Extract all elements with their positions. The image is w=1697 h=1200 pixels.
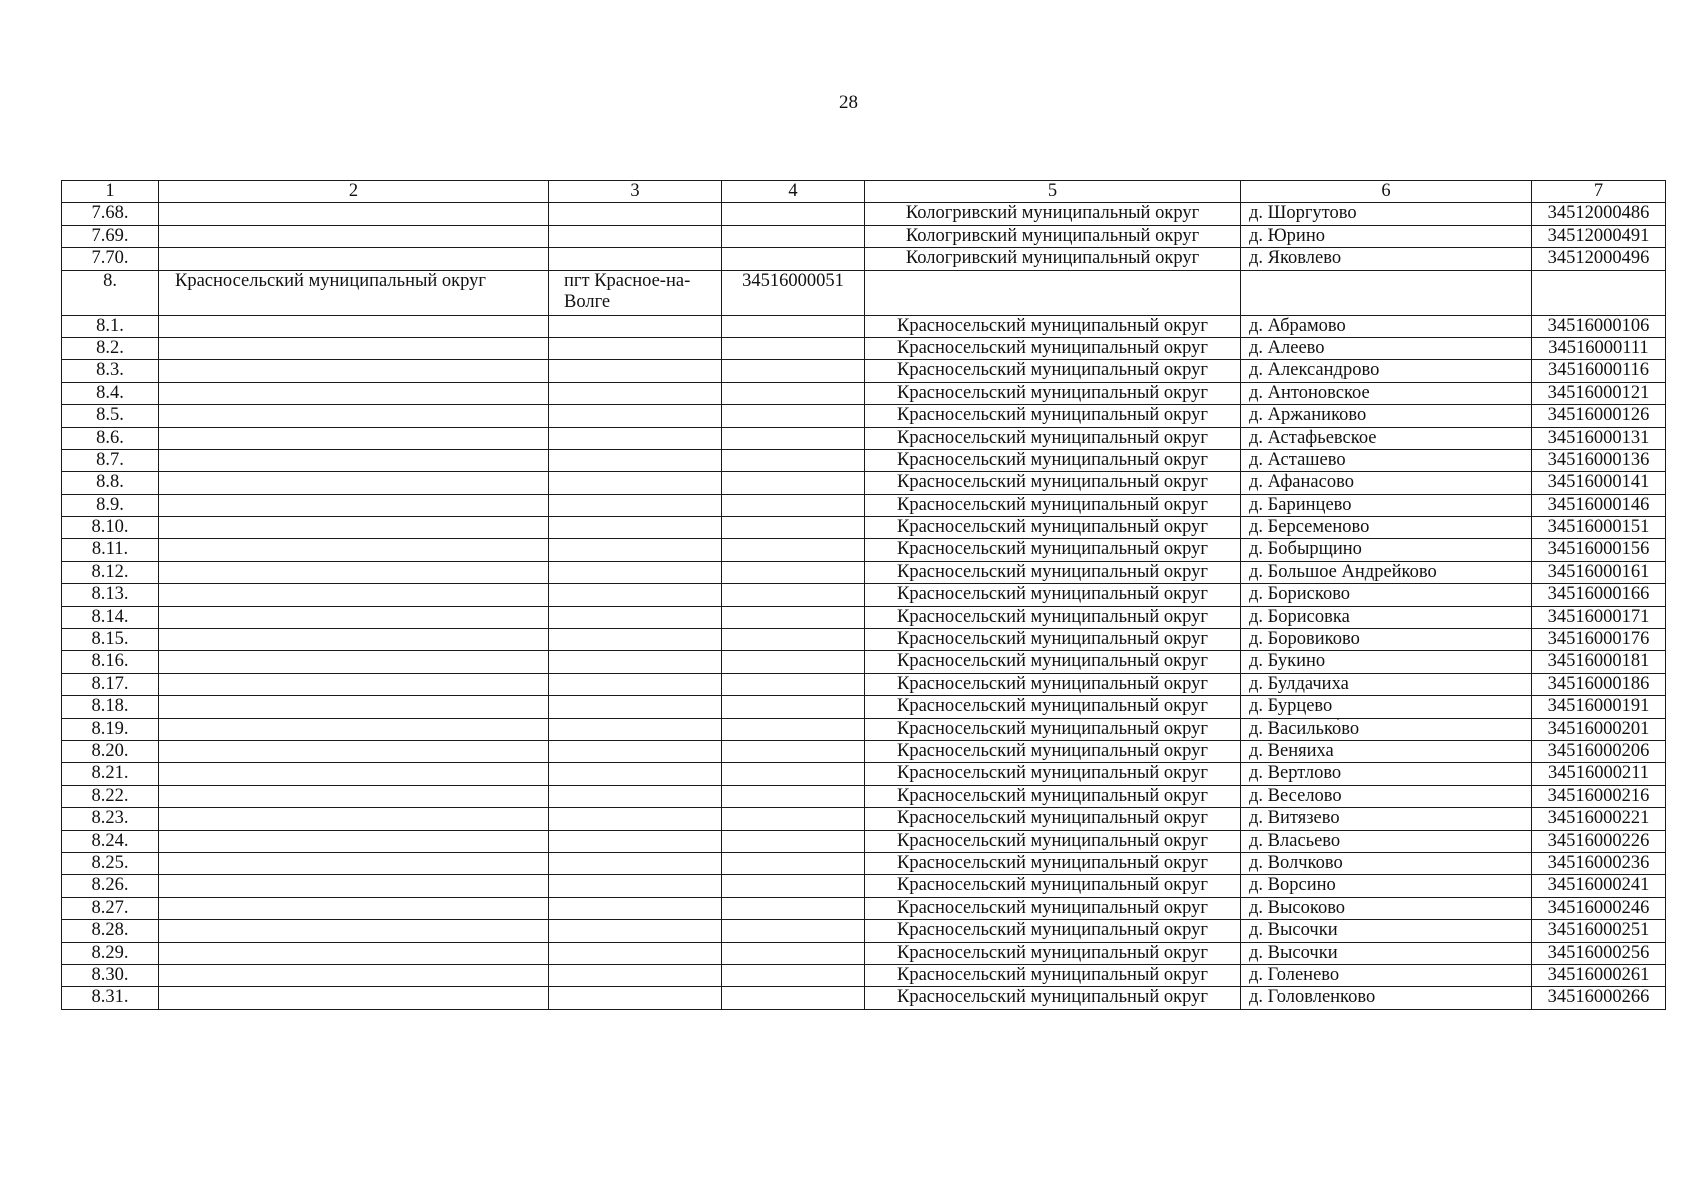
cell-center-code (722, 763, 865, 785)
cell-district: Красносельский муниципальный округ (865, 382, 1241, 404)
cell-center-code (722, 225, 865, 247)
cell-center-code (722, 248, 865, 270)
cell-district: Красносельский муниципальный округ (865, 584, 1241, 606)
cell-row-number: 8. (62, 270, 159, 315)
cell-row-number: 8.16. (62, 651, 159, 673)
cell-district: Красносельский муниципальный округ (865, 718, 1241, 740)
cell-settlement: д. Борисково (1241, 584, 1532, 606)
cell-row-number: 8.26. (62, 875, 159, 897)
cell-row-number: 8.12. (62, 561, 159, 583)
cell-center (549, 561, 722, 583)
cell-row-number: 8.1. (62, 315, 159, 337)
cell-center-code (722, 718, 865, 740)
cell-center-code (722, 561, 865, 583)
cell-district: Красносельский муниципальный округ (865, 606, 1241, 628)
cell-district: Красносельский муниципальный округ (865, 561, 1241, 583)
cell-settlement-code: 34516000126 (1532, 405, 1666, 427)
cell-district: Красносельский муниципальный округ (865, 673, 1241, 695)
cell-center (549, 852, 722, 874)
cell-district: Кологривский муниципальный округ (865, 225, 1241, 247)
cell-settlement: д. Яковлево (1241, 248, 1532, 270)
cell-district: Красносельский муниципальный округ (865, 964, 1241, 986)
cell-district: Красносельский муниципальный округ (865, 785, 1241, 807)
cell-settlement (1241, 270, 1532, 315)
cell-municipality (159, 808, 549, 830)
cell-settlement: д. Алеево (1241, 337, 1532, 359)
cell-district: Красносельский муниципальный округ (865, 651, 1241, 673)
cell-district: Красносельский муниципальный округ (865, 337, 1241, 359)
table-row (62, 405, 1666, 427)
cell-center-code (722, 920, 865, 942)
cell-row-number: 8.4. (62, 382, 159, 404)
cell-settlement: д. Борисовка (1241, 606, 1532, 628)
cell-district: Красносельский муниципальный округ (865, 740, 1241, 762)
cell-center (549, 696, 722, 718)
cell-center (549, 606, 722, 628)
cell-center-code (722, 696, 865, 718)
cell-settlement-code: 34516000211 (1532, 763, 1666, 785)
cell-municipality (159, 920, 549, 942)
cell-settlement: д. Юрино (1241, 225, 1532, 247)
column-header-4: 4 (722, 181, 865, 203)
cell-center-code (722, 427, 865, 449)
cell-settlement: д. Веселово (1241, 785, 1532, 807)
cell-municipality (159, 248, 549, 270)
cell-settlement-code: 34516000181 (1532, 651, 1666, 673)
cell-settlement: д. Голенево (1241, 964, 1532, 986)
cell-center-code (722, 740, 865, 762)
cell-district: Красносельский муниципальный округ (865, 539, 1241, 561)
cell-center (549, 203, 722, 225)
table-row (62, 651, 1666, 673)
cell-district: Красносельский муниципальный округ (865, 696, 1241, 718)
cell-district: Красносельский муниципальный округ (865, 942, 1241, 964)
table-row (62, 673, 1666, 695)
cell-settlement: д. Бурцево (1241, 696, 1532, 718)
cell-municipality (159, 203, 549, 225)
cell-settlement-code: 34516000161 (1532, 561, 1666, 583)
cell-settlement: д. Власьево (1241, 830, 1532, 852)
cell-settlement-code: 34516000191 (1532, 696, 1666, 718)
table-row (62, 763, 1666, 785)
cell-settlement-code: 34516000186 (1532, 673, 1666, 695)
cell-settlement: д. Астафьевское (1241, 427, 1532, 449)
cell-settlement-code: 34516000201 (1532, 718, 1666, 740)
cell-row-number: 7.69. (62, 225, 159, 247)
cell-municipality (159, 225, 549, 247)
cell-row-number: 7.68. (62, 203, 159, 225)
cell-center (549, 248, 722, 270)
cell-center (549, 920, 722, 942)
cell-municipality (159, 785, 549, 807)
cell-center (549, 225, 722, 247)
table-row (62, 449, 1666, 471)
cell-center (549, 584, 722, 606)
cell-settlement-code: 34516000226 (1532, 830, 1666, 852)
cell-center-code (722, 449, 865, 471)
table-row (62, 225, 1666, 247)
cell-center (549, 405, 722, 427)
cell-center (549, 337, 722, 359)
cell-center (549, 472, 722, 494)
cell-row-number: 7.70. (62, 248, 159, 270)
table-row (62, 875, 1666, 897)
table-row (62, 382, 1666, 404)
cell-settlement-code: 34516000246 (1532, 897, 1666, 919)
cell-row-number: 8.23. (62, 808, 159, 830)
cell-settlement: д. Витязево (1241, 808, 1532, 830)
cell-settlement: д. Ворсино (1241, 875, 1532, 897)
cell-center-code (722, 337, 865, 359)
cell-center-code (722, 606, 865, 628)
cell-center-code (722, 942, 865, 964)
cell-settlement: д. Букино (1241, 651, 1532, 673)
cell-center (549, 427, 722, 449)
cell-center-code (722, 517, 865, 539)
table-row (62, 852, 1666, 874)
cell-settlement: д. Антоновское (1241, 382, 1532, 404)
cell-row-number: 8.19. (62, 718, 159, 740)
cell-center (549, 964, 722, 986)
cell-settlement-code: 34516000146 (1532, 494, 1666, 516)
cell-municipality (159, 987, 549, 1009)
cell-settlement: д. Аржаниково (1241, 405, 1532, 427)
cell-center (549, 360, 722, 382)
cell-center (549, 942, 722, 964)
cell-center-code (722, 472, 865, 494)
cell-center-code (722, 315, 865, 337)
cell-municipality (159, 875, 549, 897)
table-row (62, 808, 1666, 830)
table-row (62, 494, 1666, 516)
cell-district: Красносельский муниципальный округ (865, 449, 1241, 471)
cell-district: Красносельский муниципальный округ (865, 629, 1241, 651)
cell-settlement-code: 34516000176 (1532, 629, 1666, 651)
table-row (62, 830, 1666, 852)
cell-district: Красносельский муниципальный округ (865, 517, 1241, 539)
settlements-table (61, 180, 1666, 1010)
cell-settlement-code: 34516000256 (1532, 942, 1666, 964)
cell-center-code (722, 830, 865, 852)
cell-settlement: д. Волчково (1241, 852, 1532, 874)
column-header-5: 5 (865, 181, 1241, 203)
cell-settlement: д. Шоргутово (1241, 203, 1532, 225)
table-row (62, 517, 1666, 539)
table-row (62, 897, 1666, 919)
cell-row-number: 8.30. (62, 964, 159, 986)
cell-center (549, 449, 722, 471)
cell-center-code (722, 897, 865, 919)
cell-center-code (722, 808, 865, 830)
cell-settlement-code: 34512000491 (1532, 225, 1666, 247)
table-row (62, 920, 1666, 942)
cell-municipality (159, 964, 549, 986)
cell-row-number: 8.31. (62, 987, 159, 1009)
cell-municipality (159, 606, 549, 628)
cell-center (549, 673, 722, 695)
cell-settlement: д. Боровиково (1241, 629, 1532, 651)
table-row (62, 696, 1666, 718)
cell-municipality (159, 651, 549, 673)
cell-row-number: 8.14. (62, 606, 159, 628)
cell-municipality (159, 740, 549, 762)
cell-row-number: 8.20. (62, 740, 159, 762)
cell-row-number: 8.13. (62, 584, 159, 606)
cell-settlement-code: 34516000241 (1532, 875, 1666, 897)
cell-row-number: 8.18. (62, 696, 159, 718)
cell-district: Красносельский муниципальный округ (865, 494, 1241, 516)
cell-center-code (722, 987, 865, 1009)
cell-row-number: 8.3. (62, 360, 159, 382)
table-row (62, 337, 1666, 359)
cell-district: Красносельский муниципальный округ (865, 897, 1241, 919)
cell-municipality (159, 763, 549, 785)
cell-settlement-code: 34516000106 (1532, 315, 1666, 337)
cell-municipality (159, 584, 549, 606)
cell-municipality (159, 382, 549, 404)
cell-center (549, 763, 722, 785)
cell-settlement-code (1532, 270, 1666, 315)
page-number: 28 (839, 92, 858, 113)
cell-municipality: Красносельский муниципальный округ (159, 270, 549, 315)
cell-center (549, 718, 722, 740)
cell-settlement-code: 34516000266 (1532, 987, 1666, 1009)
cell-row-number: 8.24. (62, 830, 159, 852)
cell-settlement: д. Высочки (1241, 942, 1532, 964)
cell-center-code (722, 651, 865, 673)
cell-district: Кологривский муниципальный округ (865, 248, 1241, 270)
cell-municipality (159, 427, 549, 449)
cell-municipality (159, 629, 549, 651)
cell-municipality (159, 405, 549, 427)
cell-municipality (159, 449, 549, 471)
cell-settlement-code: 34516000156 (1532, 539, 1666, 561)
table-row (62, 987, 1666, 1009)
cell-center (549, 651, 722, 673)
cell-row-number: 8.29. (62, 942, 159, 964)
cell-center-code (722, 584, 865, 606)
cell-center (549, 382, 722, 404)
cell-row-number: 8.21. (62, 763, 159, 785)
cell-center (549, 539, 722, 561)
cell-municipality (159, 897, 549, 919)
cell-row-number: 8.5. (62, 405, 159, 427)
table-row (62, 964, 1666, 986)
cell-center-code (722, 405, 865, 427)
cell-municipality (159, 360, 549, 382)
cell-municipality (159, 517, 549, 539)
cell-center-code (722, 673, 865, 695)
cell-settlement: д. Булдачиха (1241, 673, 1532, 695)
cell-settlement-code: 34512000486 (1532, 203, 1666, 225)
cell-center (549, 629, 722, 651)
cell-settlement: д. Головленково (1241, 987, 1532, 1009)
cell-center (549, 897, 722, 919)
cell-settlement-code: 34516000131 (1532, 427, 1666, 449)
cell-center (549, 785, 722, 807)
cell-row-number: 8.6. (62, 427, 159, 449)
cell-settlement: д. Баринцево (1241, 494, 1532, 516)
cell-center (549, 740, 722, 762)
cell-row-number: 8.17. (62, 673, 159, 695)
cell-center-code (722, 203, 865, 225)
cell-row-number: 8.15. (62, 629, 159, 651)
cell-center (549, 315, 722, 337)
table-row (62, 427, 1666, 449)
table-row (62, 740, 1666, 762)
cell-settlement: д. Александрово (1241, 360, 1532, 382)
cell-settlement-code: 34516000251 (1532, 920, 1666, 942)
cell-center-code (722, 629, 865, 651)
cell-district: Красносельский муниципальный округ (865, 427, 1241, 449)
table-row (62, 606, 1666, 628)
cell-settlement: д. Вертлово (1241, 763, 1532, 785)
cell-settlement: д. Афанасово (1241, 472, 1532, 494)
column-header-1: 1 (62, 181, 159, 203)
cell-center (549, 494, 722, 516)
cell-row-number: 8.10. (62, 517, 159, 539)
cell-settlement-code: 34516000116 (1532, 360, 1666, 382)
cell-settlement-code: 34516000166 (1532, 584, 1666, 606)
cell-district: Кологривский муниципальный округ (865, 203, 1241, 225)
cell-center-code (722, 785, 865, 807)
cell-district: Красносельский муниципальный округ (865, 315, 1241, 337)
cell-district: Красносельский муниципальный округ (865, 875, 1241, 897)
cell-municipality (159, 696, 549, 718)
cell-center (549, 875, 722, 897)
cell-settlement-code: 34516000136 (1532, 449, 1666, 471)
cell-center (549, 987, 722, 1009)
cell-settlement-code: 34516000111 (1532, 337, 1666, 359)
cell-center (549, 517, 722, 539)
cell-municipality (159, 494, 549, 516)
cell-center-code (722, 382, 865, 404)
cell-district: Красносельский муниципальный округ (865, 405, 1241, 427)
cell-center-code (722, 964, 865, 986)
cell-settlement-code: 34512000496 (1532, 248, 1666, 270)
cell-district: Красносельский муниципальный округ (865, 763, 1241, 785)
table-row (62, 539, 1666, 561)
cell-district: Красносельский муниципальный округ (865, 987, 1241, 1009)
cell-district: Красносельский муниципальный округ (865, 360, 1241, 382)
cell-municipality (159, 852, 549, 874)
cell-settlement-code: 34516000221 (1532, 808, 1666, 830)
cell-settlement-code: 34516000261 (1532, 964, 1666, 986)
cell-center-code (722, 852, 865, 874)
cell-municipality (159, 830, 549, 852)
table-row (62, 248, 1666, 270)
cell-row-number: 8.28. (62, 920, 159, 942)
table-header-row (62, 181, 1666, 203)
table-row (62, 629, 1666, 651)
cell-row-number: 8.11. (62, 539, 159, 561)
table-row (62, 942, 1666, 964)
cell-center-code (722, 360, 865, 382)
cell-settlement: д. Василько́во (1241, 718, 1532, 740)
cell-row-number: 8.9. (62, 494, 159, 516)
cell-settlement: д. Берсеменово (1241, 517, 1532, 539)
cell-center-code: 34516000051 (722, 270, 865, 315)
table-row (62, 718, 1666, 740)
cell-district (865, 270, 1241, 315)
cell-district: Красносельский муниципальный округ (865, 830, 1241, 852)
table-row (62, 360, 1666, 382)
cell-settlement: д. Абрамово (1241, 315, 1532, 337)
cell-settlement-code: 34516000206 (1532, 740, 1666, 762)
cell-settlement: д. Большое Андрейково (1241, 561, 1532, 583)
cell-municipality (159, 337, 549, 359)
table-row (62, 270, 1666, 315)
cell-municipality (159, 539, 549, 561)
cell-settlement-code: 34516000236 (1532, 852, 1666, 874)
table-row (62, 472, 1666, 494)
cell-district: Красносельский муниципальный округ (865, 852, 1241, 874)
column-header-7: 7 (1532, 181, 1666, 203)
cell-settlement-code: 34516000171 (1532, 606, 1666, 628)
cell-center-code (722, 875, 865, 897)
cell-settlement: д. Асташево (1241, 449, 1532, 471)
cell-settlement: д. Бобырщино (1241, 539, 1532, 561)
cell-row-number: 8.8. (62, 472, 159, 494)
cell-municipality (159, 718, 549, 740)
cell-settlement: д. Веняиха (1241, 740, 1532, 762)
cell-settlement-code: 34516000151 (1532, 517, 1666, 539)
cell-district: Красносельский муниципальный округ (865, 472, 1241, 494)
table-row (62, 584, 1666, 606)
cell-municipality (159, 472, 549, 494)
cell-settlement: д. Высоково (1241, 897, 1532, 919)
cell-district: Красносельский муниципальный округ (865, 920, 1241, 942)
table-body (62, 181, 1666, 1010)
cell-settlement-code: 34516000121 (1532, 382, 1666, 404)
cell-municipality (159, 673, 549, 695)
table-row (62, 561, 1666, 583)
table-row (62, 315, 1666, 337)
cell-row-number: 8.7. (62, 449, 159, 471)
cell-municipality (159, 315, 549, 337)
cell-center: пгт Красное-на-Волге (549, 270, 722, 315)
cell-district: Красносельский муниципальный округ (865, 808, 1241, 830)
cell-center-code (722, 539, 865, 561)
cell-center (549, 808, 722, 830)
table-row (62, 203, 1666, 225)
cell-center-code (722, 494, 865, 516)
cell-row-number: 8.27. (62, 897, 159, 919)
cell-row-number: 8.22. (62, 785, 159, 807)
cell-municipality (159, 561, 549, 583)
cell-settlement-code: 34516000141 (1532, 472, 1666, 494)
cell-row-number: 8.2. (62, 337, 159, 359)
cell-row-number: 8.25. (62, 852, 159, 874)
column-header-6: 6 (1241, 181, 1532, 203)
cell-settlement: д. Высочки (1241, 920, 1532, 942)
column-header-3: 3 (549, 181, 722, 203)
cell-municipality (159, 942, 549, 964)
column-header-2: 2 (159, 181, 549, 203)
cell-settlement-code: 34516000216 (1532, 785, 1666, 807)
cell-center (549, 830, 722, 852)
table-row (62, 785, 1666, 807)
